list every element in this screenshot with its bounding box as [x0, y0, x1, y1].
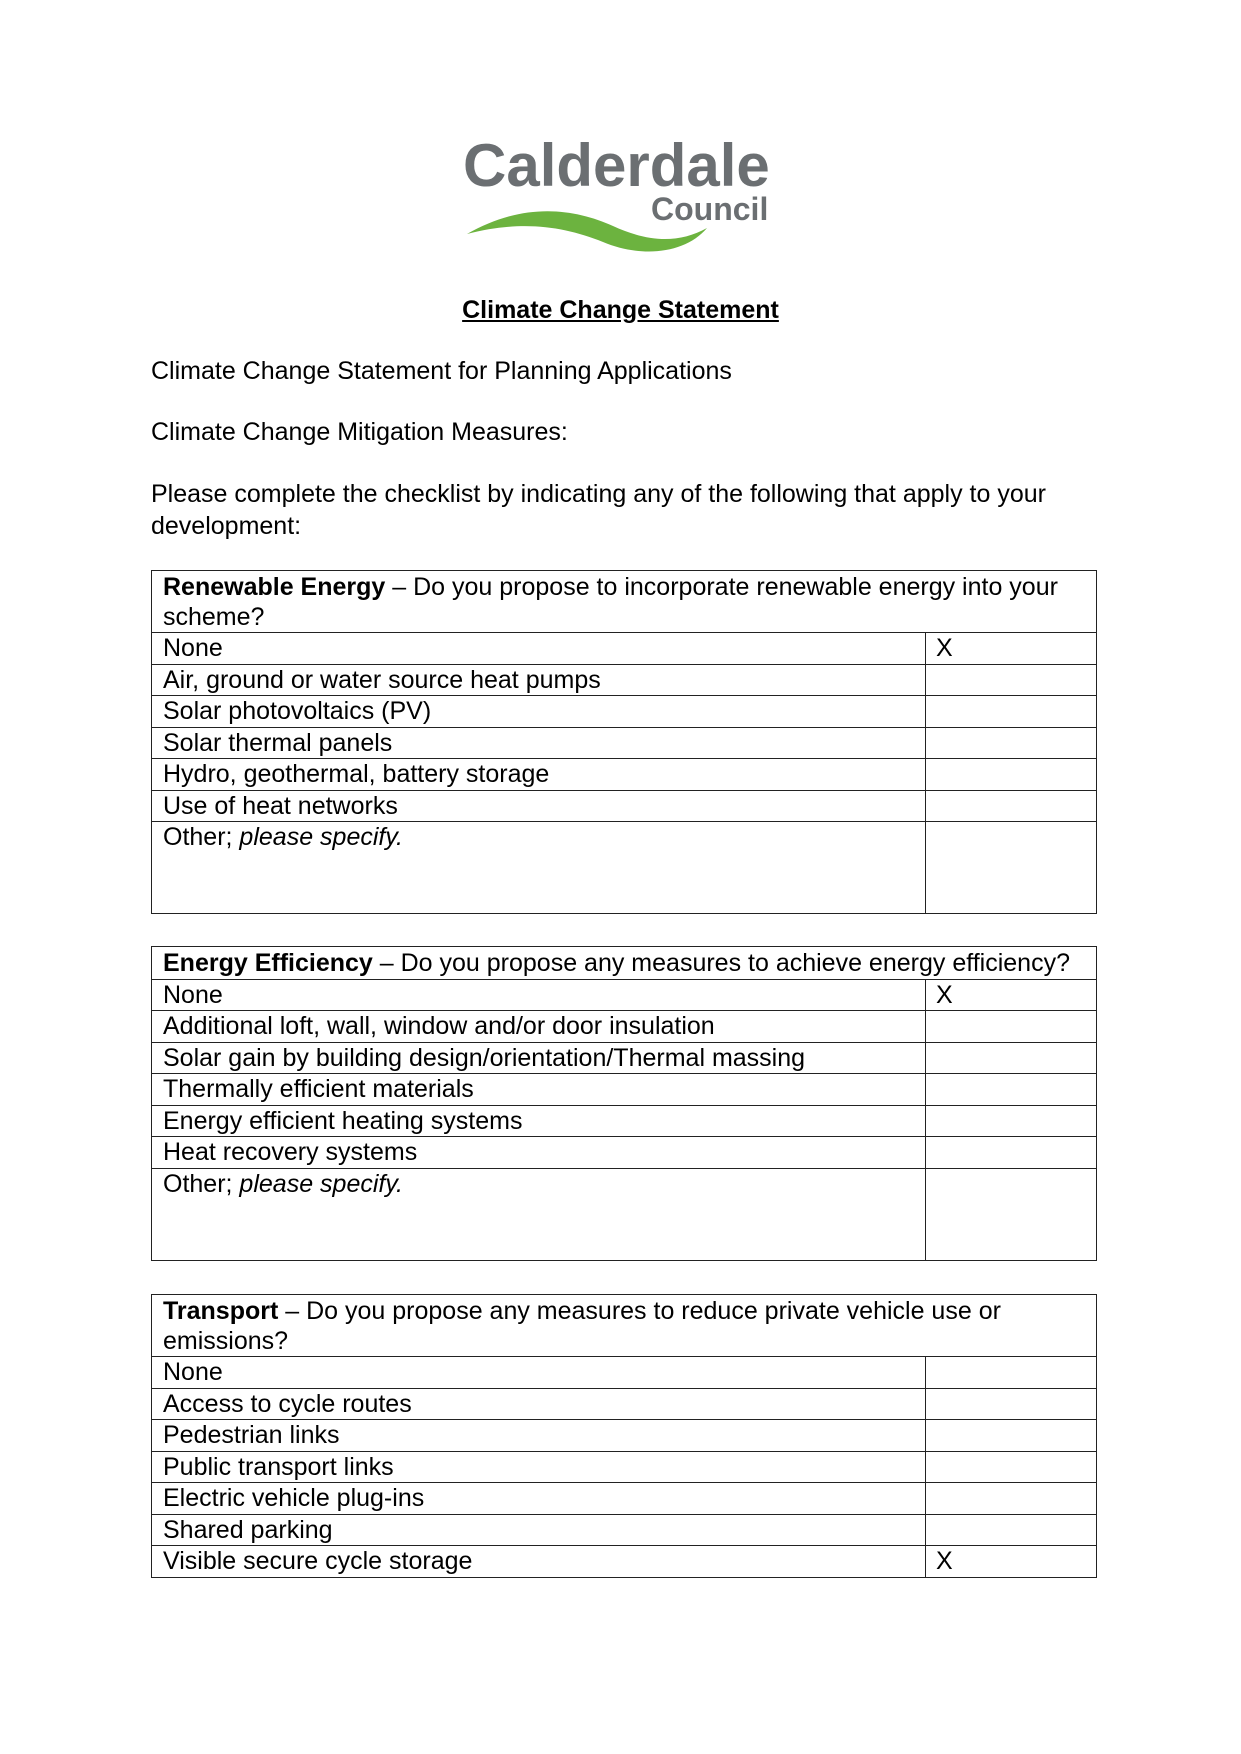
option-checkbox-cell[interactable] — [926, 1357, 1097, 1389]
option-checkbox-cell[interactable] — [926, 1168, 1097, 1260]
table-heading-cell — [152, 947, 1097, 980]
option-checkbox-cell[interactable] — [926, 1074, 1097, 1106]
option-checkbox-cell[interactable] — [926, 1420, 1097, 1452]
transport-table — [151, 1294, 1097, 1578]
table-heading-question: – Do you propose any measures to achieve energy efficiency? — [372, 949, 1070, 977]
table-row — [152, 1137, 1097, 1169]
table-row — [152, 1420, 1097, 1452]
table-row — [152, 727, 1097, 759]
table-row — [152, 1011, 1097, 1043]
option-label: None — [152, 979, 926, 1011]
table-row — [152, 1074, 1097, 1106]
table-row — [152, 696, 1097, 728]
table-row — [152, 1105, 1097, 1137]
option-checkbox-cell[interactable] — [926, 727, 1097, 759]
table-row — [152, 633, 1097, 665]
option-label: Air, ground or water source heat pumps — [152, 664, 926, 696]
other-specify-cell[interactable] — [152, 822, 926, 914]
table-row — [152, 1357, 1097, 1389]
option-checkbox-cell[interactable] — [926, 1105, 1097, 1137]
table-heading-title: Renewable Energy — [163, 573, 386, 601]
table-row — [152, 979, 1097, 1011]
table-heading-cell — [152, 571, 1097, 633]
option-label: None — [152, 633, 926, 665]
option-label: Additional loft, wall, window and/or door insulation — [152, 1011, 926, 1043]
table-heading-cell — [152, 1295, 1097, 1357]
option-checkbox-cell[interactable] — [926, 696, 1097, 728]
logo-council-text: Council — [651, 191, 769, 227]
option-checkbox-cell[interactable] — [926, 759, 1097, 791]
table-row — [152, 1483, 1097, 1515]
other-row — [152, 822, 1097, 914]
option-checkbox-cell[interactable] — [926, 1514, 1097, 1546]
option-label: Visible secure cycle storage — [152, 1546, 926, 1578]
table-heading-question: – Do you propose to incorporate renewable energy into your scheme? — [163, 573, 1058, 631]
table-row — [152, 1451, 1097, 1483]
option-checkbox-cell[interactable] — [926, 1451, 1097, 1483]
other-hint: please specify. — [239, 823, 403, 851]
option-checkbox-cell[interactable] — [926, 822, 1097, 914]
table-heading-question: – Do you propose any measures to reduce private vehicle use or emissions? — [163, 1297, 1001, 1355]
other-label: Other; — [163, 823, 240, 851]
option-label: Public transport links — [152, 1451, 926, 1483]
table-row — [152, 1514, 1097, 1546]
table-row — [152, 1042, 1097, 1074]
option-label: Access to cycle routes — [152, 1388, 926, 1420]
table-heading-row — [152, 571, 1097, 633]
option-checkbox-cell[interactable] — [926, 1137, 1097, 1169]
option-label: Thermally efficient materials — [152, 1074, 926, 1106]
section-heading: Climate Change Mitigation Measures: — [151, 418, 568, 446]
logo-wordmark: Calderdale — [463, 132, 770, 199]
table-row — [152, 790, 1097, 822]
energy-efficiency-table — [151, 946, 1097, 1261]
option-label: Solar photovoltaics (PV) — [152, 696, 926, 728]
option-label: None — [152, 1357, 926, 1389]
document-subtitle: Climate Change Statement for Planning Applications — [151, 357, 732, 385]
page-title: Climate Change Statement — [462, 296, 779, 324]
renewable-energy-table — [151, 570, 1097, 914]
option-label: Hydro, geothermal, battery storage — [152, 759, 926, 791]
option-label: Pedestrian links — [152, 1420, 926, 1452]
other-hint: please specify. — [239, 1169, 403, 1198]
option-checkbox-cell[interactable] — [926, 1042, 1097, 1074]
table-heading-title: Transport — [163, 1297, 279, 1325]
option-checkbox-cell[interactable] — [926, 1011, 1097, 1043]
table-row — [152, 1546, 1097, 1578]
other-specify-cell[interactable] — [152, 1168, 926, 1260]
option-label: Use of heat networks — [152, 790, 926, 822]
option-checkbox-cell[interactable] — [926, 1483, 1097, 1515]
table-row — [152, 1388, 1097, 1420]
option-label: Solar gain by building design/orientation/Thermal massing — [152, 1042, 926, 1074]
option-label: Electric vehicle plug-ins — [152, 1483, 926, 1515]
option-checkbox-cell[interactable] — [926, 790, 1097, 822]
option-label: Heat recovery systems — [152, 1137, 926, 1169]
table-heading-title: Energy Efficiency — [163, 949, 373, 977]
option-label: Energy efficient heating systems — [152, 1105, 926, 1137]
option-label: Solar thermal panels — [152, 727, 926, 759]
option-checkbox-cell[interactable]: X — [926, 633, 1097, 665]
table-heading-row — [152, 947, 1097, 980]
option-label: Shared parking — [152, 1514, 926, 1546]
other-row — [152, 1168, 1097, 1260]
table-row — [152, 759, 1097, 791]
table-row — [152, 664, 1097, 696]
table-heading-row — [152, 1295, 1097, 1357]
instructions-text: Please complete the checklist by indicating any of the following that apply to your development: — [151, 480, 1046, 540]
option-checkbox-cell[interactable]: X — [926, 1546, 1097, 1578]
other-label: Other; — [163, 1169, 240, 1198]
option-checkbox-cell[interactable] — [926, 664, 1097, 696]
option-checkbox-cell[interactable]: X — [926, 979, 1097, 1011]
calderdale-council-logo — [463, 130, 779, 260]
option-checkbox-cell[interactable] — [926, 1388, 1097, 1420]
